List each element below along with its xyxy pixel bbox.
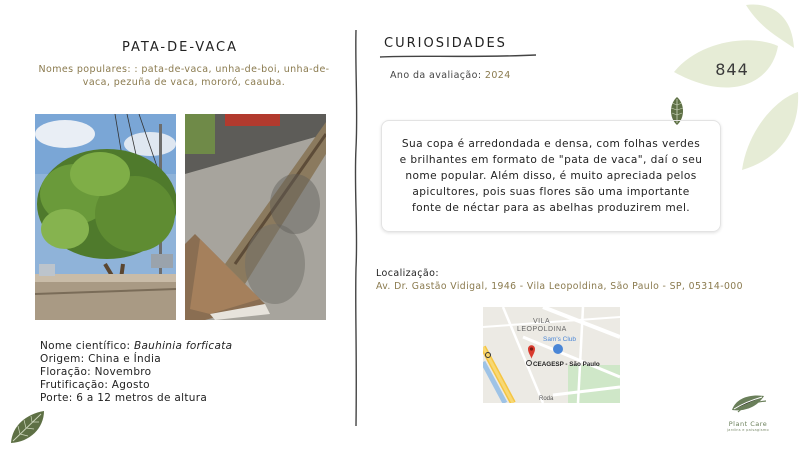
scientific-value: Bauhinia forficata	[133, 340, 233, 352]
brand-logo	[720, 392, 776, 432]
scientific-name: Nome científico: Bauhinia forficata	[40, 340, 233, 352]
title-underline	[378, 53, 538, 59]
logo-tagline: jardins e paisagismo	[727, 428, 769, 432]
flowering: Floração: Novembro	[40, 366, 152, 378]
trunk-photo	[185, 114, 326, 320]
map-poi-2: CEAGESP - São Paulo	[533, 361, 600, 368]
curiosities-title: CURIOSIDADES	[384, 36, 507, 51]
evaluation-year: Ano da avaliação: 2024	[390, 70, 511, 81]
map-poi-1: Sam's Club	[543, 336, 577, 343]
location-address: Av. Dr. Gastão Vidigal, 1946 - Vila Leopoldina, São Paulo - SP, 05314-000	[376, 281, 743, 292]
logo-icon	[728, 392, 768, 414]
map-district-1: VILA	[533, 318, 551, 325]
origin: Origem: China e Índia	[40, 353, 161, 365]
corner-leaf-icon	[8, 408, 48, 446]
fruiting: Frutificação: Agosto	[40, 379, 150, 391]
leaf-icon	[742, 92, 798, 170]
map-street: Roda	[539, 396, 554, 402]
tree-photo	[35, 114, 176, 320]
year-value: 2024	[484, 70, 511, 81]
popular-names: Nomes populares: : pata-de-vaca, unha-de-boi, unha-de-vaca, pezuña de vaca, mororó, caauba.	[38, 64, 330, 88]
logo-name: Plant Care	[728, 420, 768, 428]
location-map[interactable]	[483, 307, 620, 403]
badge-number: 844	[715, 60, 749, 79]
plant-facts	[40, 340, 232, 405]
curiosities-box	[381, 120, 721, 232]
plant-size: Porte: 6 a 12 metros de altura	[40, 392, 208, 404]
location-label: Localização:	[376, 268, 439, 279]
vertical-divider	[350, 28, 362, 428]
map-district-2: LEOPOLDINA	[517, 326, 567, 333]
curiosities-text: Sua copa é arredondada e densa, com folhas verdes e brilhantes em formato de "pata de vaca", daí o seu nome popular. Além disso, é muito apreciada pelos apicultores, pois suas flores são uma importante fonte de néctar para as abelhas produzirem mel.	[399, 138, 703, 214]
plant-title: PATA-DE-VACA	[122, 40, 238, 55]
